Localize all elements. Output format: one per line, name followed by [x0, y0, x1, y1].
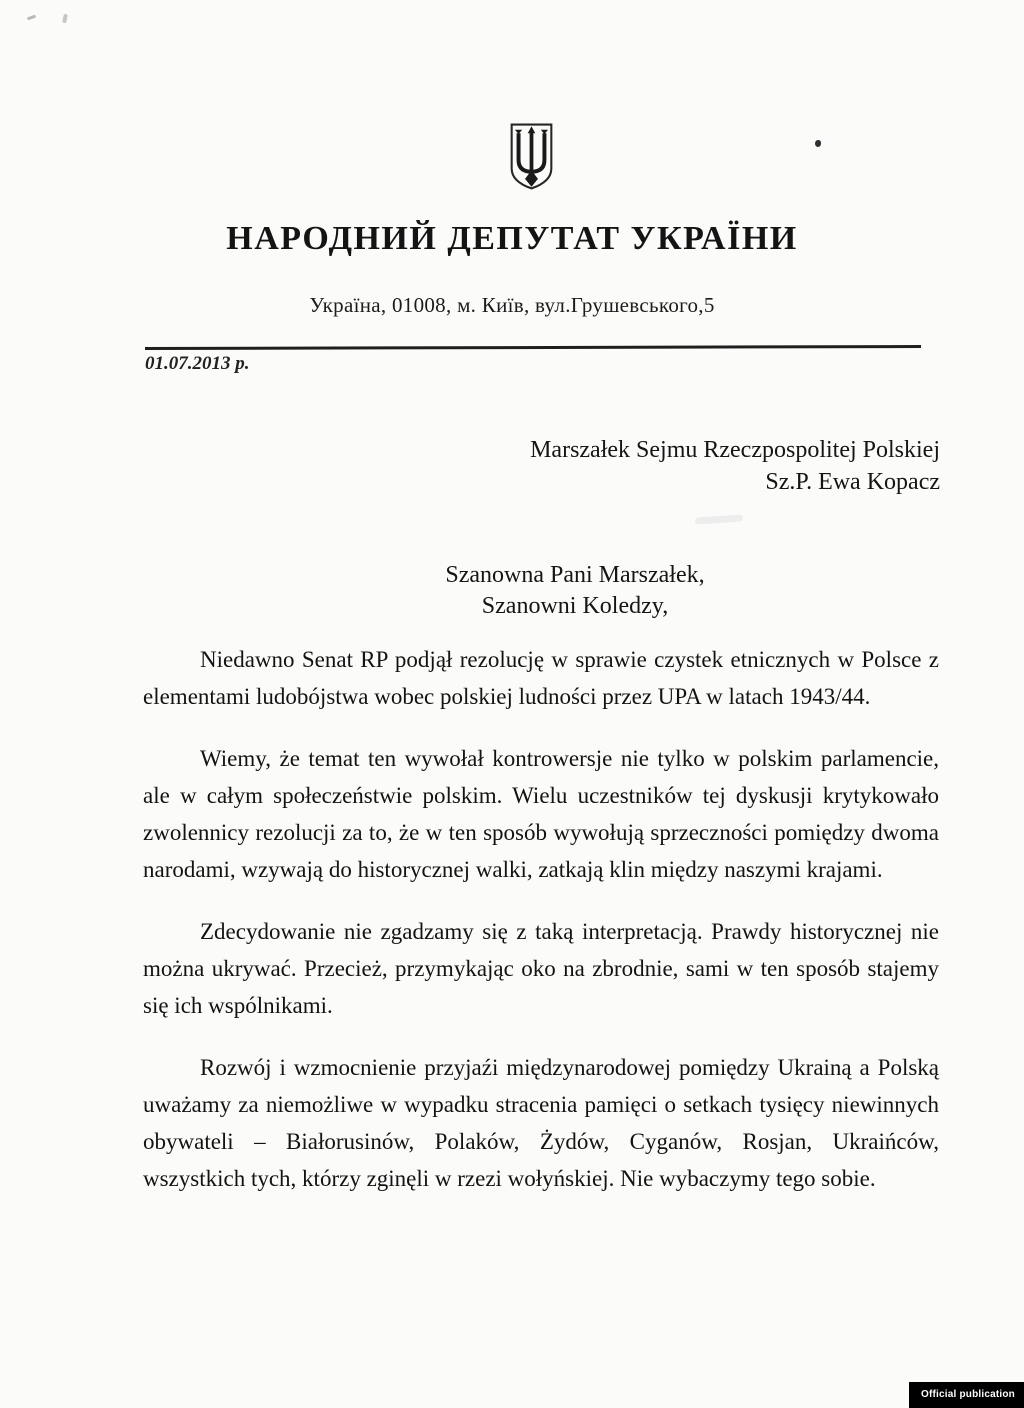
letterhead-title: НАРОДНИЙ ДЕПУТАТ УКРАЇНИ — [226, 220, 798, 257]
body-paragraph-3: Zdecydowanie nie zgadzamy się z taką interpretacją. Prawdy historycznej nie można ukrywać. Przecież, przymykając oko na zbrodnie, sami w ten sposób stajemy się ich wspólnikami. — [143, 919, 939, 1018]
official-publication-badge: Official publication — [909, 1382, 1024, 1408]
letter-body — [143, 641, 939, 1222]
letterhead-divider — [145, 345, 921, 350]
recipient-title: Marszałek Sejmu Rzeczpospolitej Polskiej — [530, 437, 940, 463]
scan-artifact-dot — [815, 140, 821, 147]
body-paragraph-4: Rozwój i wzmocnienie przyjaźi międzynarodowej pomiędzy Ukrainą a Polską uważamy za niemożliwe w wypadku stracenia pamięci o setkach tysięcy niewinnych obywateli – Białorusinów, Polaków, Żydów, Cyganów, Rosjan, Ukraińców, wszystkich tych, którzy zginęli w rzezi wołyńskiej. Nie wybaczymy tego sobie. — [143, 1055, 939, 1191]
recipient-name: Sz.P. Ewa Kopacz — [765, 469, 940, 495]
recipient-block — [143, 434, 940, 498]
scan-artifact-mark — [62, 14, 68, 24]
letterhead-address: Україна, 01008, м. Київ, вул.Грушевського,5 — [309, 293, 715, 317]
salutation-line-1: Szanowna Pani Marszałek, — [445, 562, 705, 588]
body-paragraph-1: Niedawno Senat RP podjął rezolucję w sprawie czystek etnicznych w Polsce z elementami ludobójstwa wobec polskiej ludności przez UPA w latach 1943/44. — [143, 647, 939, 709]
body-paragraph-2: Wiemy, że temat ten wywołał kontrowersje nie tylko w polskim parlamencie, ale w całym społeczeństwie polskim. Wielu uczestników tej dyskusji krytykowało zwolennicy rezolucji za to, że w ten sposób wywołują sprzeczności pomiędzy dwoma narodami, wzywają do historycznej walki, zatkają klin między naszymi krajami. — [143, 746, 939, 882]
scan-artifact-mark — [27, 15, 36, 21]
salutation-line-2: Szanowni Koledzy, — [481, 593, 669, 619]
letter-date: 01.07.2013 р. — [145, 353, 250, 374]
scan-artifact-smudge — [695, 514, 743, 524]
ukraine-trident-emblem-icon — [505, 122, 558, 191]
salutation-block — [0, 560, 1024, 622]
